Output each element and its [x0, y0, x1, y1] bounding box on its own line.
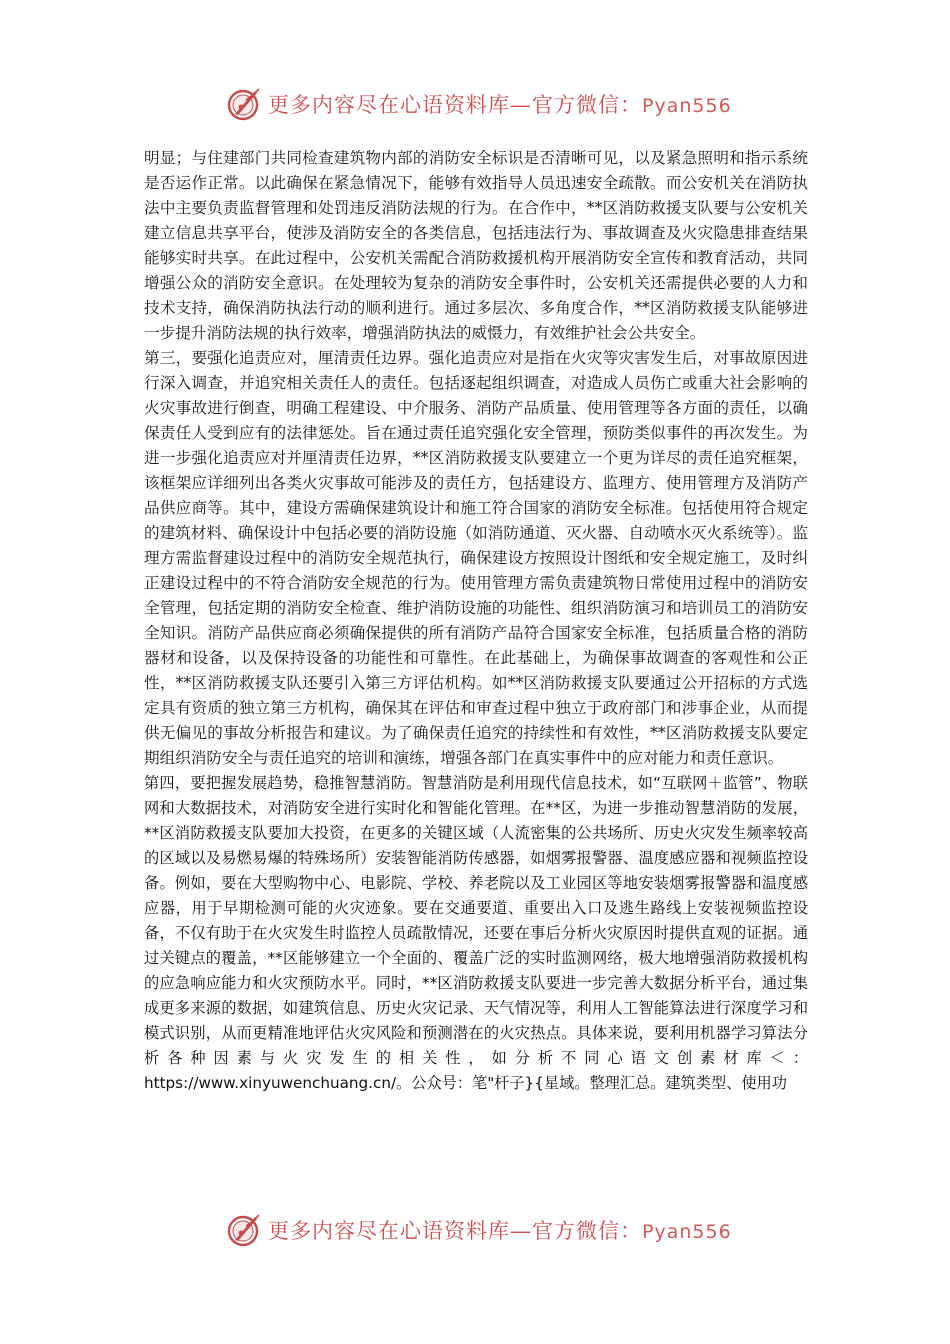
- paragraph-interagency-cooperation: 明显；与住建部门共同检查建筑物内部的消防安全标识是否清晰可见，以及紧急照明和指示系统是否运作正常。以此确保在紧急情况下，能够有效指导人员迅速安全疏散。而公安机关在消防执法中主要负责监督管理和处罚违反消防法规的行为。在合作中，**区消防救援支队要与公安机关建立信息共享平台，使涉及消防安全的各类信息，包括违法行为、事故调查及火灾隐患排查结果能够实时共享。在此过程中，公安机关需配合消防救援机构开展消防安全宣传和教育活动，共同增强公众的消防安全意识。在处理较为复杂的消防安全事件时，公安机关还需提供必要的人力和技术支持，确保消防执法行动的顺利进行。通过多层次、多角度合作，**区消防救援支队能够进一步提升消防法规的执行效率，增强消防执法的威慑力，有效维护社会公共安全。: [144, 149, 808, 342]
- header-wechat-id: Pyan556: [642, 95, 732, 117]
- footer-wechat-id: Pyan556: [642, 1221, 732, 1243]
- footer-watermark-banner: [226, 1210, 746, 1250]
- header-watermark-banner: [226, 84, 746, 124]
- footer-banner-label: 更多内容尽在心语资料库—官方微信：: [268, 1219, 642, 1243]
- quill-logo-icon: [226, 86, 262, 122]
- quill-logo-icon: [226, 1212, 262, 1248]
- document-body: [144, 146, 808, 1096]
- footer-banner-text: [268, 1215, 732, 1245]
- paragraph-accountability: 第三，要强化追责应对，厘清责任边界。强化追责应对是指在火灾等灾害发生后，对事故原因进行深入调查，并追究相关责任人的责任。包括逐起组织调查，对造成人员伤亡或重大社会影响的火灾事故进行倒查，明确工程建设、中介服务、消防产品质量、使用管理等各方面的责任，以确保责任人受到应有的法律惩处。旨在通过责任追究强化安全管理，预防类似事件的再次发生。为进一步强化追责应对并厘清责任边界，**区消防救援支队要建立一个更为详尽的责任追究框架，该框架应详细列出各类火灾事故可能涉及的责任方，包括建设方、监理方、使用管理方及消防产品供应商等。其中，建设方需确保建筑设计和施工符合国家的消防安全标准。包括使用符合规定的建筑材料、确保设计中包括必要的消防设施（如消防通道、灭火器、自动喷水灭火系统等）。监理方需监督建设过程中的消防安全规范执行，确保建设方按照设计图纸和安全规定施工，及时纠正建设过程中的不符合消防安全规范的行为。使用管理方需负责建筑物日常使用过程中的消防安全管理，包括定期的消防安全检查、维护消防设施的功能性、组织消防演习和培训员工的消防安全知识。消防产品供应商必须确保提供的所有消防产品符合国家安全标准，包括质量合格的消防器材和设备，以及保持设备的功能性和可靠性。在此基础上，为确保事故调查的客观性和公正性，**区消防救援支队还要引入第三方评估机构。如**区消防救援支队要通过公开招标的方式选定具有资质的独立第三方机构，确保其在评估和审查过程中独立于政府部门和涉事企业，从而提供无偏见的事故分析报告和建议。为了确保责任追究的持续性和有效性，**区消防救援支队要定期组织消防安全与责任追究的培训和演练，增强各部门在真实事件中的应对能力和责任意识。: [144, 349, 808, 767]
- paragraph-smart-fire-protection: 第四，要把握发展趋势，稳推智慧消防。智慧消防是利用现代信息技术，如“互联网＋监管”、物联网和大数据技术，对消防安全进行实时化和智能化管理。在**区，为进一步推动智慧消防的发展，**区消防救援支队要加大投资，在更多的关键区域（人流密集的公共场所、历史火灾发生频率较高的区域以及易燃易爆的特殊场所）安装智能消防传感器，如烟雾报警器、温度感应器和视频监控设备。例如，要在大型购物中心、电影院、学校、养老院以及工业园区等地安装烟雾报警器和温度感应器，用于早期检测可能的火灾迹象。要在交通要道、重要出入口及逃生路线上安装视频监控设备，不仅有助于在火灾发生时监控人员疏散情况，还要在事后分析火灾原因时提供直观的证据。通过关键点的覆盖，**区能够建立一个全面的、覆盖广泛的实时监测网络，极大地增强消防救援机构的应急响应能力和火灾预防水平。同时，**区消防救援支队要进一步完善大数据分析平台，通过集成更多来源的数据，如建筑信息、历史火灾记录、天气情况等，利用人工智能算法进行深度学习和模式识别，从而更精准地评估火灾风险和预测潜在的火灾热点。具体来说，要利用机器学习算法分析各种因素与火灾发生的相关性，如分析不同心语文创素材库＜：https://www.xinyuwenchuang.cn/。公众号：笔"杆子}{星域。整理汇总。建筑类型、使用功: [144, 774, 808, 1092]
- header-banner-text: [268, 89, 732, 119]
- header-banner-label: 更多内容尽在心语资料库—官方微信：: [268, 93, 642, 117]
